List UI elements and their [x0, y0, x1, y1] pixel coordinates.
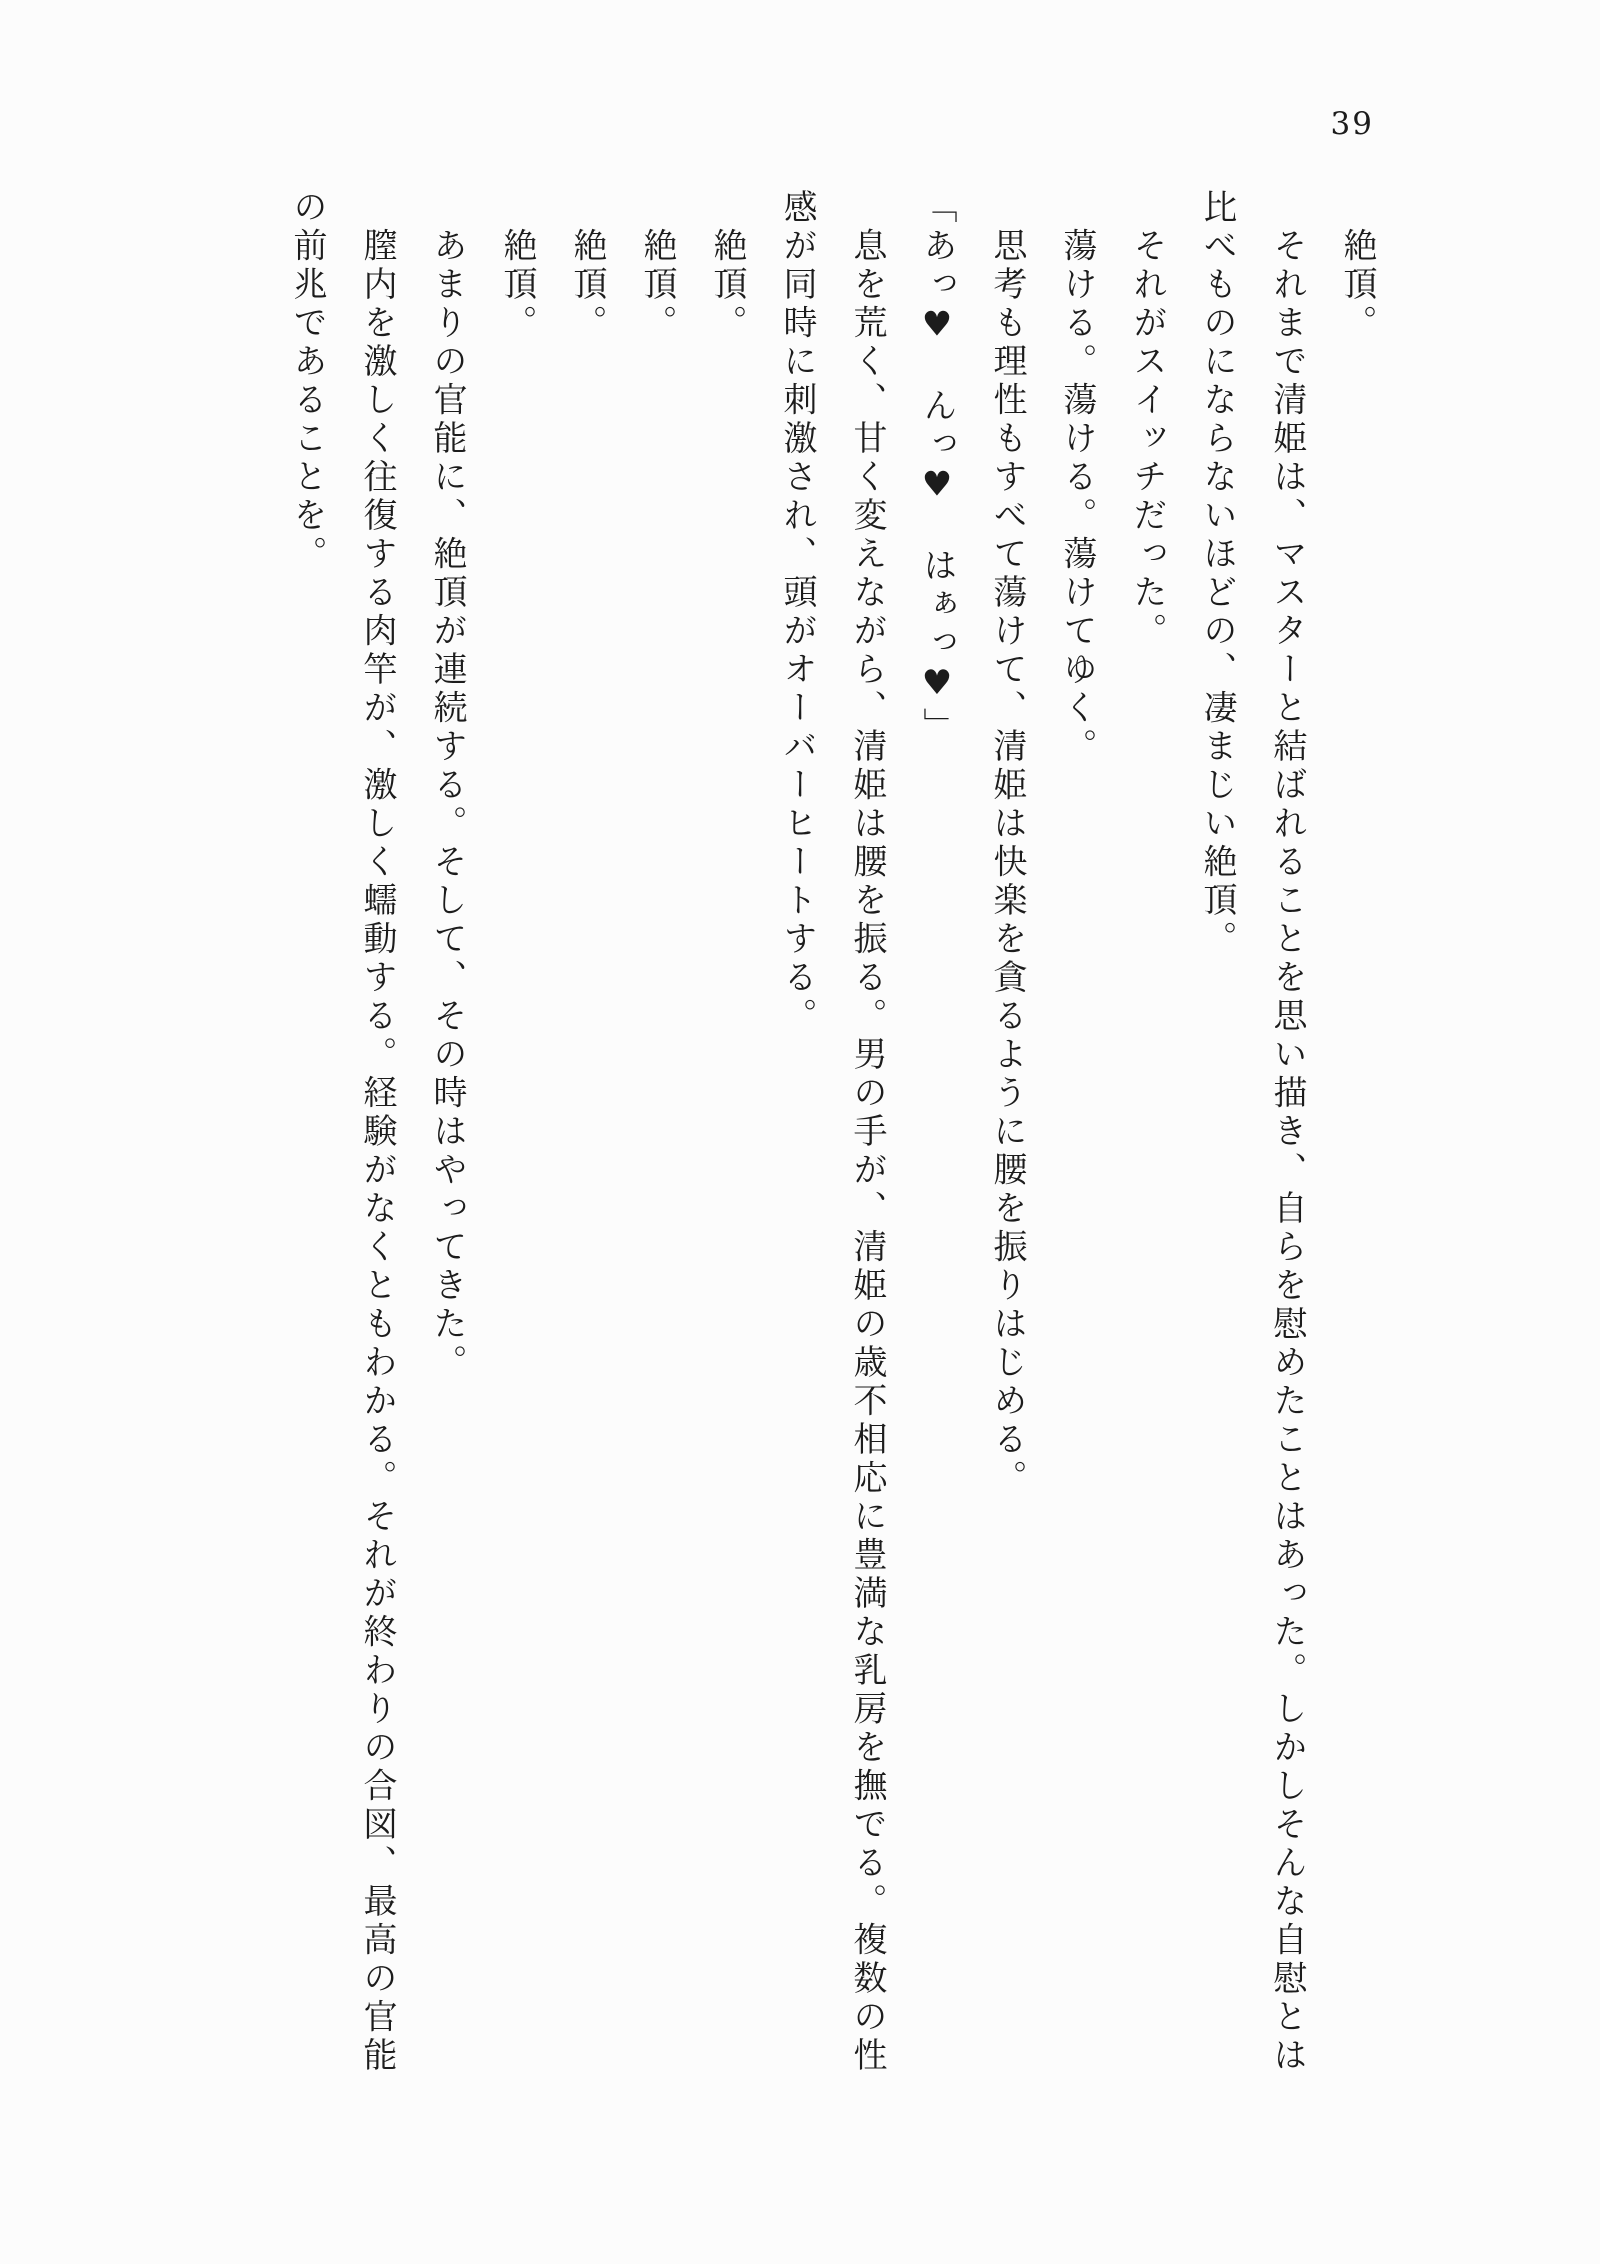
text-column-dialogue: 「あっ♥ んっ♥ はぁっ♥」: [917, 189, 957, 746]
text-column: 絶頂。: [1337, 189, 1377, 343]
text-column: 絶頂。: [707, 189, 747, 343]
page-number: 39: [1330, 106, 1374, 142]
text-column: の前兆であることを。: [287, 189, 327, 574]
text-column: それがスイッチだった。: [1127, 189, 1167, 651]
text-column: 息を荒く、甘く変えながら、清姫は腰を振る。男の手が、清姫の歳不相応に豊満な乳房を撫でる。複数の性: [847, 189, 887, 2076]
text-column: 膣内を激しく往復する肉竿が、激しく蠕動する。経験がなくともわかる。それが終わりの合図、最高の官能: [357, 189, 397, 2076]
text-column: 絶頂。: [567, 189, 607, 343]
text-column: 蕩ける。蕩ける。蕩けてゆく。: [1057, 189, 1097, 767]
text-column: 絶頂。: [637, 189, 677, 343]
text-column: あまりの官能に、絶頂が連続する。そして、その時はやってきた。: [427, 189, 467, 1383]
body-text: [272, 189, 1392, 2109]
text-column: 感が同時に刺激され、頭がオーバーヒートする。: [777, 189, 817, 1036]
text-column: 絶頂。: [497, 189, 537, 343]
text-column: 思考も理性もすべて蕩けて、清姫は快楽を貪るように腰を振りはじめる。: [987, 189, 1027, 1498]
text-column: それまで清姫は、マスターと結ばれることを思い描き、自らを慰めたことはあった。しかしそんな自慰とは: [1267, 189, 1307, 2076]
text-column: 比べものにならないほどの、凄まじい絶頂。: [1197, 189, 1237, 959]
